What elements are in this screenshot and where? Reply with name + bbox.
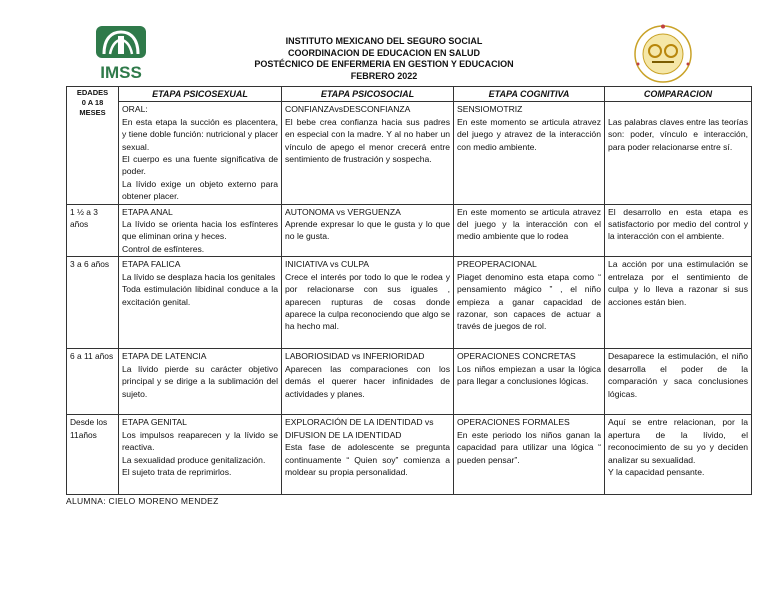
stage-title: ETAPA GENITAL (122, 417, 187, 428)
age-cell (67, 257, 119, 349)
header-ages (67, 87, 119, 205)
stage-title: OPERACIONES CONCRETAS (457, 351, 576, 362)
header-comparacion: COMPARACION (605, 87, 752, 102)
stage-title: EXPLORACIÓN DE LA IDENTIDAD vs DIFUSION DE LA IDENTIDAD (285, 417, 434, 440)
comparacion-cell (605, 349, 752, 415)
stage-text: Toda estimulación libidinal conduce a la excitación genital. (122, 284, 278, 307)
document-header (200, 36, 568, 82)
imss-logo (90, 24, 152, 82)
header-psicosexual: ETAPA PSICOSEXUAL (119, 87, 282, 102)
comparison-text: La acción por una estimulación se entrelaza por el sentimiento de culpa y lo lleva a razonar si sus acciones están bien. (608, 259, 748, 307)
age-label: 6 a 11 años (70, 351, 114, 362)
stage-title: ETAPA DE LATENCIA (122, 351, 207, 362)
stage-text: Los impulsos reaparecen y la lívido se reactiva. (122, 429, 278, 453)
psicosexual-cell (119, 415, 282, 495)
header-psicosocial: ETAPA PSICOSOCIAL (282, 87, 454, 102)
comparison-text: Desaparece la estimulación, el niño desarrolla el poder de la comparación y saca conclusiones lógicas. (608, 351, 748, 399)
institution-name: INSTITUTO MEXICANO DEL SEGURO SOCIAL (285, 36, 483, 46)
student-name: ALUMNA: CIELO MORENO MENDEZ (66, 496, 219, 506)
stages-table (66, 86, 752, 495)
stage-text: Aparecen las comparaciones con los demás el querer hacer infinidades de actividades y planes. (285, 363, 450, 399)
stage-text: La lívido pierde su carácter objetivo principal y se dirige a la sublimación del sujeto. (122, 363, 278, 399)
stage-text: En este momento se articula atravez del juego y la interacción con el medio ambiente que lo rodea (457, 206, 601, 242)
stage-text: La lívido exige un objeto externo para obtener placer. (122, 178, 278, 202)
header-age-line1: EDADES (76, 88, 109, 97)
stage-text: Los niños empiezan a usar la lógica para llegar a conclusiones lógicas. (457, 363, 601, 387)
comparison-text: Y la capacidad pensante. (608, 466, 705, 477)
stage-text: Aprende expresar lo que le gusta y lo que no le gusta. (285, 219, 450, 242)
stage-title: SENSIOMOTRIZ (457, 104, 523, 115)
age-cell (67, 415, 119, 495)
stage-text: En esta etapa la succión es placentera, y tiene doble función: nutricional y placer sexual. (122, 116, 278, 152)
psicosocial-cell (282, 102, 454, 204)
psicosexual-cell (119, 349, 282, 415)
table-row (67, 257, 752, 349)
stage-title: OPERACIONES FORMALES (457, 417, 570, 428)
cognitiva-cell (454, 102, 605, 204)
stage-text: La lívido se orienta hacia los esfínteres que eliminan orina y heces. (122, 219, 278, 242)
stage-title: CONFIANZAvsDESCONFIANZA (285, 104, 411, 115)
stage-title: ETAPA ANAL (122, 206, 173, 217)
stage-title: ETAPA FALICA (122, 259, 181, 270)
psicosocial-cell (282, 415, 454, 495)
comparison-text (608, 103, 748, 115)
stage-title: ORAL: (122, 104, 148, 115)
age-label: 1 ½ a 3 años (70, 206, 98, 230)
stage-text: En este momento se articula atravez del juego y atravez de la interacción con medio ambiente. (457, 116, 601, 152)
age-label: 3 a 6 años (70, 259, 110, 270)
stage-text: La sexualidad produce genitalización. (122, 454, 266, 465)
cognitiva-cell (454, 349, 605, 415)
cognitiva-cell (454, 415, 605, 495)
comparacion-cell (605, 102, 752, 204)
psicosexual-cell (119, 257, 282, 349)
comparison-text: Las palabras claves entre las teorías son: poder, vínculo e interacción, para poder relacionarse entre sí. (608, 116, 748, 152)
table-header-row (67, 87, 752, 102)
stage-text: La lívido se desplaza hacia los genitales (122, 271, 276, 282)
age-label: Desde los 11años (70, 417, 108, 440)
stage-text: Control de esfínteres. (122, 243, 205, 254)
table-row (67, 349, 752, 415)
stage-text: Crece el interés por todo lo que le rodea y por relacionarse con sus iguales , aparecen rupturas de cosas donde aparece la culpa reconociendo que algo se ha hecho mal. (285, 271, 450, 332)
psicosocial-cell (282, 257, 454, 349)
stage-text: En este periodo los niños ganan la capacidad para utilizar una lógica “ pueden pensar”. (457, 429, 601, 465)
school-seal-logo (630, 24, 696, 86)
stage-title: LABORIOSIDAD vs INFERIORIDAD (285, 351, 425, 362)
table-row (67, 102, 752, 204)
comparison-text: Aquí se entre relacionan, por la apertura de la lívido, el reconocimiento de su yo y deciden analizar su sexualidad. (608, 417, 748, 465)
age-cell (67, 204, 119, 257)
program-name: POSTÉCNICO DE ENFERMERIA EN GESTION Y EDUCACION (254, 59, 514, 69)
header-age-line2: 0 A 18 (81, 98, 104, 107)
psicosocial-cell (282, 204, 454, 257)
stage-title: INICIATIVA vs CULPA (285, 259, 370, 270)
table-row (67, 204, 752, 257)
comparacion-cell (605, 204, 752, 257)
stage-title: AUTONOMA vs VERGUENZA (285, 206, 401, 217)
psicosexual-cell (119, 102, 282, 204)
comparacion-cell (605, 415, 752, 495)
stage-text: Esta fase de adolescente se pregunta continuamente “ Quien soy” comienza a moldear su propia personalidad. (285, 442, 450, 477)
document-date: FEBRERO 2022 (350, 70, 418, 81)
psicosocial-cell (282, 349, 454, 415)
header-age-line3: MESES (79, 108, 106, 117)
coordination-name: COORDINACION DE EDUCACION EN SALUD (287, 47, 480, 58)
header-cognitiva: ETAPA COGNITIVA (454, 87, 605, 102)
cognitiva-cell (454, 204, 605, 257)
stage-text: El cuerpo es una fuente significativa de poder. (122, 154, 278, 177)
cognitiva-cell (454, 257, 605, 349)
table-body (67, 204, 752, 495)
comparison-text: El desarrollo en esta etapa es satisfactorio por medio del control y la interacción con el ambiente. (608, 206, 748, 242)
stage-text: El bebe crea confianza hacia sus padres en especial con la madre. Y al no haber un vínculo de apego el menor crecerá entre sentimiento de frustración y sospecha. (285, 116, 450, 165)
table-row (67, 415, 752, 495)
imss-logo-text: IMSS (100, 63, 142, 82)
age-cell (67, 349, 119, 415)
psicosexual-cell (119, 204, 282, 257)
stage-title: PREOPERACIONAL (457, 259, 537, 270)
comparacion-cell (605, 257, 752, 349)
stage-text: El sujeto trata de reprimirlos. (122, 466, 232, 477)
stage-text: Piaget denomino esta etapa como “ pensamiento mágico ” , el niño empieza a ganar capacidad de razonar, son capaces de actuar a través de juegos de rol. (457, 271, 601, 332)
